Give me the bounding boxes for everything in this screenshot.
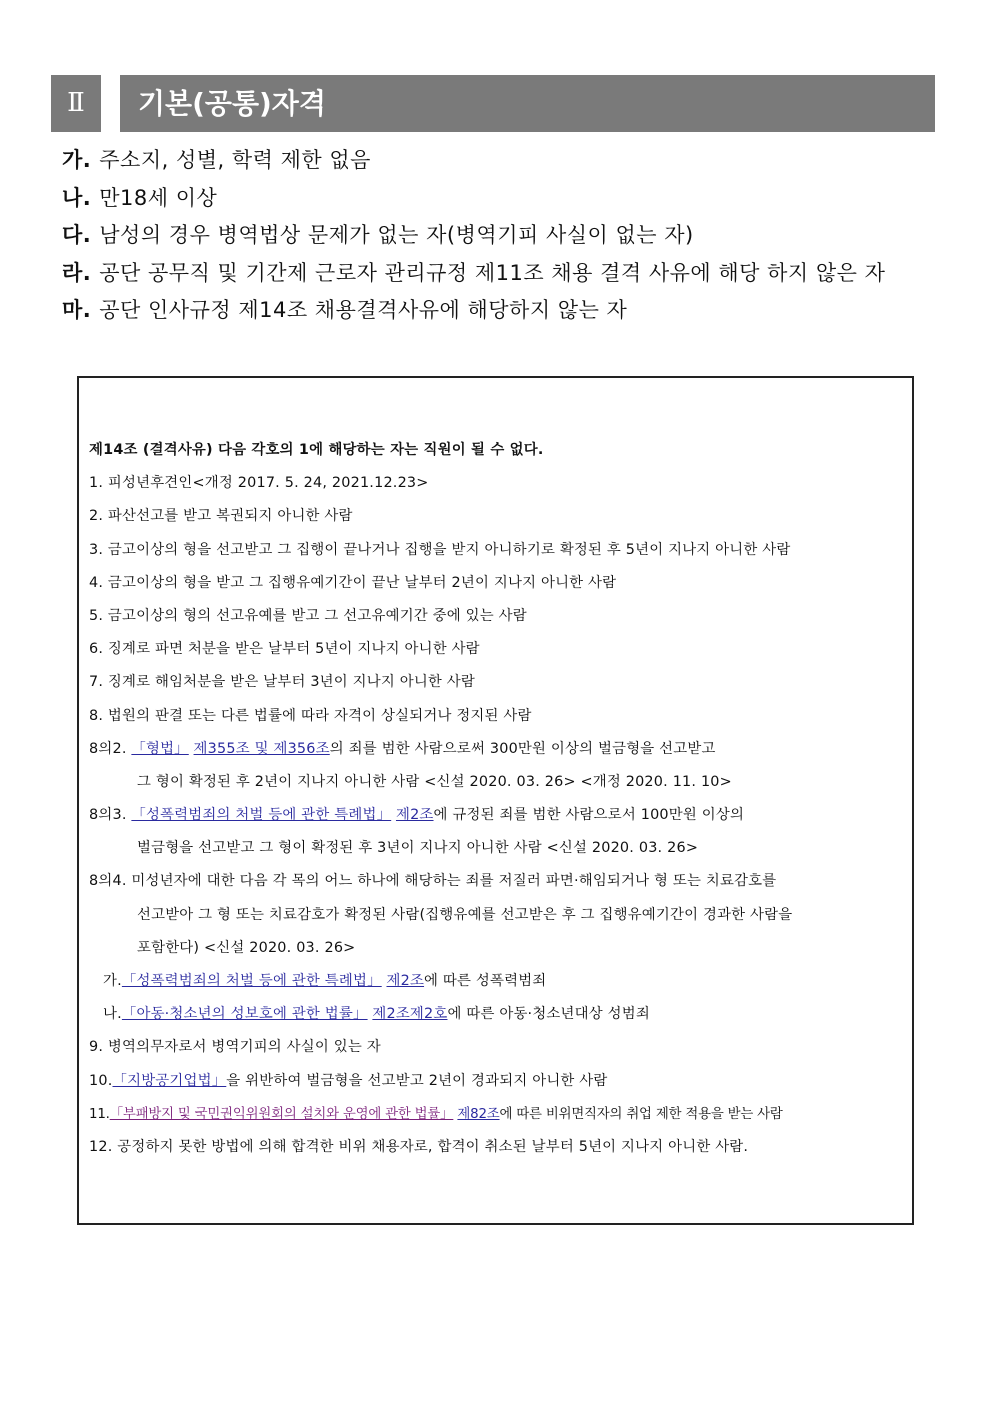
- regulation-line: 8. 법원의 판결 또는 다른 법률에 따라 자격이 상실되거나 정지된 사람: [89, 707, 532, 724]
- item-marker: 라.: [62, 260, 92, 285]
- regulation-line: 선고받아 그 형 또는 치료감호가 확정된 사람(집행유예를 선고받은 후 그 집행유예기간이 경과한 사람을: [137, 906, 793, 923]
- regulation-line: 5. 금고이상의 형의 선고유예를 받고 그 선고유예기간 중에 있는 사람: [89, 607, 527, 624]
- line-text: 에 따른 아동·청소년대상 성범죄: [447, 1006, 650, 1023]
- list-item: [62, 142, 942, 180]
- line-prefix: 11.: [89, 1106, 110, 1122]
- regulation-line: [89, 733, 909, 766]
- line-prefix: 8의3.: [89, 807, 132, 824]
- regulation-line: 벌금형을 선고받고 그 형이 확정된 후 3년이 지나지 아니한 사람 <신설 2020. 03. 26>: [137, 840, 699, 857]
- law-link[interactable]: 「형법」: [131, 740, 189, 757]
- line-prefix: 나.: [103, 1006, 122, 1023]
- section-number: Ⅱ: [51, 75, 101, 132]
- law-link[interactable]: 「성폭력범죄의 처벌 등에 관한 특례법」: [121, 973, 382, 989]
- regulation-line: 1. 피성년후견인<개정 2017. 5. 24, 2021.12.23>: [89, 475, 429, 492]
- article-link[interactable]: 제2조: [395, 807, 434, 824]
- section-header: [51, 75, 935, 132]
- line-text: 을 위반하여 벌금형을 선고받고 2년이 경과되지 아니한 사람: [226, 1072, 608, 1089]
- regulation-line: [89, 1098, 909, 1131]
- line-prefix: 8의2.: [89, 740, 132, 757]
- item-text: 공단 인사규정 제14조 채용결격사유에 해당하지 않는 자: [99, 298, 628, 322]
- regulation-line: 7. 징계로 해임처분을 받은 날부터 3년이 지나지 아니한 사람: [89, 674, 476, 691]
- article-link[interactable]: 제2조: [386, 973, 425, 989]
- regulation-line: [89, 998, 909, 1031]
- law-link[interactable]: 「성폭력범죄의 처벌 등에 관한 특례법」: [131, 807, 392, 824]
- regulation-line: 8의4. 미성년자에 대한 다음 각 목의 어느 하나에 해당하는 죄를 저질러 파면·해임되거나 형 또는 치료감호를: [89, 873, 777, 890]
- line-prefix: 가.: [103, 973, 122, 989]
- line-text: 에 따른 성폭력범죄: [424, 973, 547, 989]
- list-item: [62, 255, 942, 293]
- line-text: 의 죄를 범한 사람으로써 300만원 이상의 벌금형을 선고받고: [329, 740, 716, 757]
- item-marker: 가.: [62, 148, 92, 172]
- regulation-line: [89, 799, 909, 832]
- regulation-box: [77, 376, 914, 1225]
- item-marker: 나.: [62, 185, 92, 210]
- regulation-line: [89, 1065, 909, 1098]
- line-prefix: 10.: [89, 1072, 113, 1089]
- article-link[interactable]: 제2조제2호: [372, 1006, 448, 1023]
- item-marker: 마.: [62, 298, 92, 322]
- section-title: 기본(공통)자격: [120, 75, 935, 132]
- line-text: 에 규정된 죄를 범한 사람으로서 100만원 이상의: [433, 807, 745, 824]
- item-text: 남성의 경우 병역법상 문제가 없는 자(병역기피 사실이 없는 자): [99, 223, 694, 247]
- law-link[interactable]: 「아동·청소년의 성보호에 관한 법률」: [121, 1006, 368, 1023]
- regulation-line: 2. 파산선고를 받고 복권되지 아니한 사람: [89, 508, 353, 525]
- regulation-line: 12. 공정하지 못한 방법에 의해 합격한 비위 채용자로, 합격이 취소된 날부터 5년이 지나지 아니한 사람.: [89, 1138, 749, 1155]
- qualification-list: [62, 142, 942, 330]
- regulation-line: 9. 병역의무자로서 병역기피의 사실이 있는 자: [89, 1039, 381, 1056]
- article-link[interactable]: 제82조: [457, 1106, 500, 1122]
- item-marker: 다.: [62, 223, 92, 247]
- regulation-line: 3. 금고이상의 형을 선고받고 그 집행이 끝나거나 집행을 받지 아니하기로 확정된 후 5년이 지나지 아니한 사람: [89, 541, 791, 558]
- line-text: 에 따른 비위면직자의 취업 제한 적용을 받는 사람: [499, 1106, 783, 1122]
- list-item: [62, 180, 942, 218]
- regulation-line: 포함한다) <신설 2020. 03. 26>: [137, 939, 356, 956]
- article-link[interactable]: 제355조 및 제356조: [193, 740, 330, 757]
- list-item: [62, 292, 942, 330]
- item-text: 주소지, 성별, 학력 제한 없음: [99, 148, 371, 172]
- regulation-line: 6. 징계로 파면 처분을 받은 날부터 5년이 지나지 아니한 사람: [89, 641, 480, 658]
- item-text: 공단 공무직 및 기간제 근로자 관리규정 제11조 채용 결격 사유에 해당 하지 않은 자: [99, 260, 886, 285]
- list-item: [62, 217, 942, 255]
- law-link[interactable]: 「지방공기업법」: [112, 1072, 227, 1089]
- law-link[interactable]: 「부패방지 및 국민권익위원회의 설치와 운영에 관한 법률」: [109, 1106, 454, 1122]
- regulation-line: 4. 금고이상의 형을 받고 그 집행유예기간이 끝난 날부터 2년이 지나지 아니한 사람: [89, 574, 617, 591]
- regulation-line: 그 형이 확정된 후 2년이 지나지 아니한 사람 <신설 2020. 03. 26> <개정 2020. 11. 10>: [137, 773, 732, 790]
- regulation-heading: 제14조 (결격사유) 다음 각호의 1에 해당하는 자는 직원이 될 수 없다.: [89, 442, 544, 458]
- item-text: 만18세 이상: [99, 185, 218, 210]
- regulation-line: [89, 965, 909, 998]
